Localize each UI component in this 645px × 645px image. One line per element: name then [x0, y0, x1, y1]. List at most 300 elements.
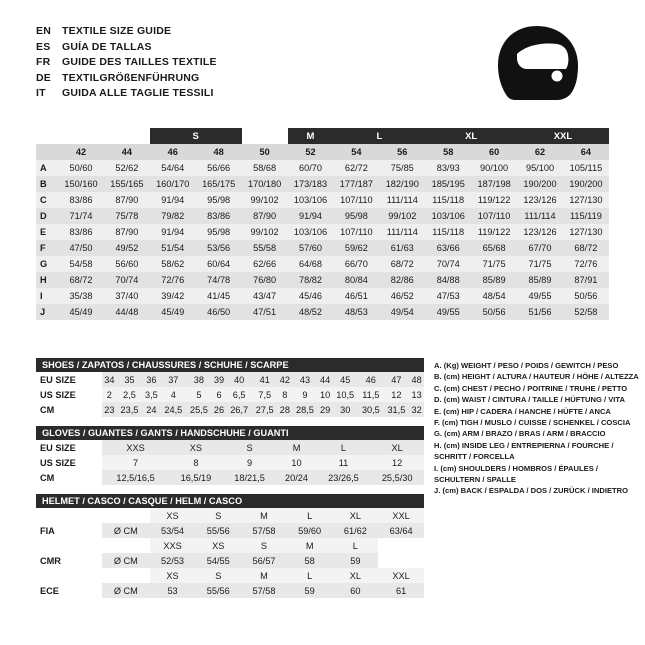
sub-cell: M: [276, 440, 316, 455]
measure-cell: 99/102: [379, 208, 425, 224]
measure-cell: 53/56: [196, 240, 242, 256]
measure-cell: 49/55: [425, 304, 471, 320]
sub-cell: 3,5: [142, 387, 160, 402]
size-group-label: L: [333, 128, 425, 144]
sub-cell: 38: [186, 372, 212, 387]
measure-cell: 90/100: [471, 160, 517, 176]
sub-cell: 48: [409, 372, 424, 387]
measure-cell: 160/170: [150, 176, 196, 192]
measure-cell: 155/165: [104, 176, 150, 192]
measure-cell: 41/45: [196, 288, 242, 304]
sub-cell: 13: [409, 387, 424, 402]
measure-cell: 68/72: [563, 240, 609, 256]
measure-cell: 47/51: [242, 304, 288, 320]
measure-cell: 44/48: [104, 304, 150, 320]
sub-cell: 36: [142, 372, 160, 387]
measure-row-label: D: [36, 208, 58, 224]
measure-cell: 66/70: [333, 256, 379, 272]
sub-cell: 25,5/30: [370, 470, 424, 485]
sub-cell: 42: [278, 372, 293, 387]
sub-cell: XS: [169, 440, 223, 455]
helmet-size-header-row: [36, 538, 424, 553]
measure-cell: 173/183: [288, 176, 334, 192]
measure-row-label: B: [36, 176, 58, 192]
legend-item: F. (cm) TIGH / MUSLO / CUISSE / SCHENKEL / COSCIA: [434, 418, 631, 428]
sub-cell: 12,5/16,5: [102, 470, 169, 485]
sub-cell: 7,5: [252, 387, 278, 402]
size-group-gap: [58, 128, 150, 144]
sub-cell: 37: [161, 372, 187, 387]
table-row: [36, 440, 424, 455]
measure-cell: 50/56: [563, 288, 609, 304]
helmet-size-label: M: [241, 568, 287, 583]
table-row: [36, 240, 609, 256]
legend-item: H. (cm) INSIDE LEG / ENTREPIERNA / FOURCHE /: [434, 440, 614, 450]
sub-cell: 28: [278, 402, 293, 417]
helmet-cell: 57/58: [241, 583, 287, 598]
measure-cell: 54/64: [150, 160, 196, 176]
measure-cell: 76/80: [242, 272, 288, 288]
helmet-size-label: XL: [333, 508, 379, 523]
measure-cell: 127/130: [563, 224, 609, 240]
measure-cell: 123/126: [517, 224, 563, 240]
measure-cell: 49/54: [379, 304, 425, 320]
measure-cell: 47/53: [425, 288, 471, 304]
measure-cell: 83/86: [196, 208, 242, 224]
spacer-cell: [36, 128, 58, 144]
helmet-unit-label: Ø CM: [102, 523, 150, 538]
measure-cell: 103/106: [288, 224, 334, 240]
measure-cell: 46/52: [379, 288, 425, 304]
measure-cell: 111/114: [517, 208, 563, 224]
measure-cell: 74/78: [196, 272, 242, 288]
helmet-cell: 58: [287, 553, 333, 568]
helmet-unit-label: Ø CM: [102, 583, 150, 598]
sub-cell: XXS: [102, 440, 169, 455]
measure-row-label: E: [36, 224, 58, 240]
measure-cell: 50/56: [471, 304, 517, 320]
measure-cell: 68/72: [58, 272, 104, 288]
measure-cell: 115/119: [563, 208, 609, 224]
sub-cell: 41: [252, 372, 278, 387]
measure-cell: 187/198: [471, 176, 517, 192]
header-line: [36, 24, 217, 40]
helmet-cell: 53/54: [150, 523, 196, 538]
lower-left-tables: [36, 358, 424, 607]
measure-cell: 83/93: [425, 160, 471, 176]
measure-cell: 65/68: [471, 240, 517, 256]
sub-cell: 39: [212, 372, 227, 387]
measure-cell: 48/53: [333, 304, 379, 320]
table-row: [36, 387, 424, 402]
measure-cell: 83/86: [58, 224, 104, 240]
sub-cell: 11: [317, 455, 371, 470]
measure-cell: 68/72: [379, 256, 425, 272]
size-number-cell: 56: [379, 144, 425, 160]
gloves-title: GLOVES / GUANTES / GANTS / HANDSCHUHE / GUANTI: [36, 426, 424, 440]
measure-row-label: F: [36, 240, 58, 256]
spacer-cell: [36, 568, 102, 583]
size-number-cell: 42: [58, 144, 104, 160]
measure-cell: 85/89: [471, 272, 517, 288]
helmet-cell: 53: [150, 583, 196, 598]
measure-cell: 52/62: [104, 160, 150, 176]
sub-cell: 35: [117, 372, 143, 387]
shoes-table: [36, 372, 424, 417]
sub-cell: 10: [318, 387, 333, 402]
helmet-size-label: XXS: [150, 538, 196, 553]
sub-row-label: EU SIZE: [40, 442, 76, 453]
helmet-cell: 55/56: [195, 523, 241, 538]
measure-cell: 63/66: [425, 240, 471, 256]
sub-cell: 10: [276, 455, 316, 470]
table-row: [36, 224, 609, 240]
measure-cell: 72/76: [150, 272, 196, 288]
helmet-standard-label: CMR: [40, 555, 61, 566]
helmet-size-label: L: [287, 568, 333, 583]
helmet-cell: 59: [287, 583, 333, 598]
helmet-table: [36, 508, 424, 598]
helmet-cell: 59/60: [287, 523, 333, 538]
measure-cell: 43/47: [242, 288, 288, 304]
measure-cell: 80/84: [333, 272, 379, 288]
helmet-cell: 55/56: [195, 583, 241, 598]
sub-cell: 11,5: [358, 387, 384, 402]
helmet-size-label: XL: [333, 568, 379, 583]
measure-cell: 70/74: [104, 272, 150, 288]
measure-cell: 83/86: [58, 192, 104, 208]
legend-item: G. (cm) ARM / BRAZO / BRAS / ARM / BRACCIO: [434, 429, 606, 439]
size-number-cell: 50: [242, 144, 288, 160]
sub-cell: L: [317, 440, 371, 455]
measure-row-label: G: [36, 256, 58, 272]
helmet-standard-row: [36, 553, 424, 568]
sub-row-label: CM: [40, 472, 55, 483]
measure-cell: 37/40: [104, 288, 150, 304]
measure-cell: 170/180: [242, 176, 288, 192]
table-row: [36, 288, 609, 304]
measure-cell: 60/70: [288, 160, 334, 176]
measure-cell: 91/94: [288, 208, 334, 224]
sub-cell: 4: [161, 387, 187, 402]
sub-cell: 45: [332, 372, 358, 387]
measure-cell: 59/62: [333, 240, 379, 256]
header-line-text: TEXTILGRÖßENFÜHRUNG: [62, 71, 200, 84]
spacer-cell: [102, 568, 150, 583]
sub-cell: 6: [212, 387, 227, 402]
sub-row-label: CM: [40, 404, 55, 415]
shoes-title: SHOES / ZAPATOS / CHAUSSURES / SCHUHE / SCARPE: [36, 358, 424, 372]
sub-cell: 7: [102, 455, 169, 470]
measure-cell: 57/60: [288, 240, 334, 256]
helmet-size-label: M: [241, 508, 287, 523]
measure-cell: 62/72: [333, 160, 379, 176]
measure-row-label: A: [36, 160, 58, 176]
measure-cell: 75/85: [379, 160, 425, 176]
measure-row-label: H: [36, 272, 58, 288]
helmet-block: [36, 494, 424, 598]
helmet-cell: 56/57: [241, 553, 287, 568]
measure-cell: 87/90: [104, 224, 150, 240]
size-number-cell: 46: [150, 144, 196, 160]
measure-cell: 111/114: [379, 224, 425, 240]
measure-cell: 52/58: [563, 304, 609, 320]
size-number-cell: 58: [425, 144, 471, 160]
measure-cell: 50/60: [58, 160, 104, 176]
measure-cell: 190/200: [563, 176, 609, 192]
size-group-label: M: [288, 128, 334, 144]
measure-cell: 55/58: [242, 240, 288, 256]
measure-cell: 95/98: [196, 192, 242, 208]
measure-cell: 72/76: [563, 256, 609, 272]
header-lang-code: IT: [36, 87, 46, 99]
measure-cell: 91/94: [150, 192, 196, 208]
sub-cell: 23/26,5: [317, 470, 371, 485]
measure-cell: 47/50: [58, 240, 104, 256]
header-line-text: GUIDE DES TAILLES TEXTILE: [62, 56, 217, 68]
measure-cell: 49/52: [104, 240, 150, 256]
helmet-standard-row: [36, 583, 424, 598]
size-number-cell: 52: [288, 144, 334, 160]
measure-cell: 115/118: [425, 192, 471, 208]
measure-cell: 61/63: [379, 240, 425, 256]
measure-cell: 107/110: [333, 224, 379, 240]
measure-cell: 48/54: [471, 288, 517, 304]
spacer-cell: [36, 508, 102, 523]
measure-cell: 71/74: [58, 208, 104, 224]
measure-cell: 45/49: [150, 304, 196, 320]
helmet-standard-label: FIA: [40, 525, 55, 536]
sub-cell: 31,5: [384, 402, 410, 417]
measure-cell: 177/187: [333, 176, 379, 192]
sub-cell: 8: [278, 387, 293, 402]
helmet-size-header-row: [36, 508, 424, 523]
table-row: [36, 372, 424, 387]
sub-cell: 44: [318, 372, 333, 387]
sub-cell: 18/21,5: [223, 470, 277, 485]
table-row: [36, 256, 609, 272]
header-line-text: TEXTILE SIZE GUIDE: [62, 25, 172, 37]
measure-cell: 99/102: [242, 224, 288, 240]
measure-cell: 45/49: [58, 304, 104, 320]
measure-cell: 107/110: [471, 208, 517, 224]
helmet-cell: 63/64: [378, 523, 424, 538]
helmet-cell: 54/55: [195, 553, 241, 568]
measurement-legend: [434, 360, 645, 497]
helmet-cell: 61/62: [333, 523, 379, 538]
helmet-size-label: M: [287, 538, 333, 553]
helmet-cell: 59: [333, 553, 379, 568]
table-row: [36, 208, 609, 224]
header-line: [36, 71, 217, 87]
sub-cell: 30,5: [358, 402, 384, 417]
helmet-cell: 60: [333, 583, 379, 598]
measure-cell: 60/64: [196, 256, 242, 272]
measure-cell: 71/75: [517, 256, 563, 272]
header-lang-code: FR: [36, 56, 51, 68]
size-group-label: S: [150, 128, 242, 144]
measure-cell: 56/66: [196, 160, 242, 176]
sub-cell: 16,5/19: [169, 470, 223, 485]
measure-cell: 71/75: [471, 256, 517, 272]
sub-cell: 10,5: [332, 387, 358, 402]
header-title-block: [36, 24, 217, 102]
measure-cell: 105/115: [563, 160, 609, 176]
sub-cell: 8: [169, 455, 223, 470]
sub-cell: 2,5: [117, 387, 143, 402]
table-row: [36, 470, 424, 485]
sub-cell: 34: [102, 372, 117, 387]
measure-cell: 165/175: [196, 176, 242, 192]
legend-item: A. (Kg) WEIGHT / PESO / POIDS / GEWITCH / PESO: [434, 361, 619, 370]
measure-cell: 82/86: [379, 272, 425, 288]
spacer-cell: [36, 144, 58, 160]
helmet-size-label: L: [333, 538, 379, 553]
header-line: [36, 55, 217, 71]
table-row: [36, 160, 609, 176]
measure-cell: 79/82: [150, 208, 196, 224]
gloves-block: [36, 426, 424, 485]
sub-cell: 9: [223, 455, 277, 470]
sub-cell: 27,5: [252, 402, 278, 417]
sub-cell: 47: [384, 372, 410, 387]
measure-cell: 46/50: [196, 304, 242, 320]
legend-item: C. (cm) CHEST / PECHO / POITRINE / TRUHE / PETTO: [434, 383, 628, 393]
sub-row-label: EU SIZE: [40, 374, 76, 385]
helmet-size-label: XXL: [378, 568, 424, 583]
measure-cell: 70/74: [425, 256, 471, 272]
measure-cell: 99/102: [242, 192, 288, 208]
sub-cell: 23,5: [117, 402, 143, 417]
table-row: [36, 192, 609, 208]
measure-cell: 103/106: [288, 192, 334, 208]
header-line: [36, 86, 217, 102]
sub-cell: 30: [332, 402, 358, 417]
measure-cell: 62/66: [242, 256, 288, 272]
helmet-size-label: S: [241, 538, 287, 553]
spacer-cell: [36, 538, 102, 553]
sub-cell: 46: [358, 372, 384, 387]
measure-cell: 119/122: [471, 224, 517, 240]
helmet-size-label: S: [195, 568, 241, 583]
measure-cell: 84/88: [425, 272, 471, 288]
measure-cell: 91/94: [150, 224, 196, 240]
measure-cell: 51/56: [517, 304, 563, 320]
measure-cell: 35/38: [58, 288, 104, 304]
header-lang-code: DE: [36, 71, 51, 84]
spacer-cell: [102, 538, 150, 553]
textile-size-table: [36, 128, 609, 320]
spacer-cell: [102, 508, 150, 523]
helmet-size-label: XS: [150, 508, 196, 523]
size-number-cell: 48: [196, 144, 242, 160]
measure-cell: 54/58: [58, 256, 104, 272]
sub-cell: 32: [409, 402, 424, 417]
measure-cell: 185/195: [425, 176, 471, 192]
measure-cell: 182/190: [379, 176, 425, 192]
measure-cell: 58/68: [242, 160, 288, 176]
sub-cell: 12: [370, 455, 424, 470]
legend-item: D. (cm) WAIST / CINTURA / TAILLE / HÜFTUNG / VITA: [434, 395, 625, 405]
sub-cell: 28,5: [292, 402, 318, 417]
measure-cell: 75/78: [104, 208, 150, 224]
table-row: [36, 304, 609, 320]
header-lang-code: EN: [36, 25, 51, 37]
helmet-standard-label: ECE: [40, 585, 59, 596]
size-group-label: XL: [425, 128, 517, 144]
helmet-size-label: S: [195, 508, 241, 523]
measure-cell: 87/90: [242, 208, 288, 224]
legend-item: SCHULTERN / SPALLE: [434, 475, 516, 485]
measure-row-label: C: [36, 192, 58, 208]
measure-cell: 87/90: [104, 192, 150, 208]
measure-cell: 115/118: [425, 224, 471, 240]
size-group-header-row: [36, 128, 609, 144]
measure-cell: 95/100: [517, 160, 563, 176]
measure-cell: 119/122: [471, 192, 517, 208]
legend-item: SCHRITT / FORCELLA: [434, 452, 515, 462]
helmet-size-label: XXL: [378, 508, 424, 523]
size-number-cell: 62: [517, 144, 563, 160]
measure-cell: 123/126: [517, 192, 563, 208]
measure-cell: 103/106: [425, 208, 471, 224]
measure-cell: 39/42: [150, 288, 196, 304]
measure-row-label: J: [36, 304, 58, 320]
helmet-size-label: XS: [195, 538, 241, 553]
size-number-cell: 44: [104, 144, 150, 160]
sub-cell: 23: [102, 402, 117, 417]
gloves-table: [36, 440, 424, 485]
measure-cell: 127/130: [563, 192, 609, 208]
measure-cell: 58/62: [150, 256, 196, 272]
sub-cell: 24,5: [161, 402, 187, 417]
legend-item: I. (cm) SHOULDERS / HOMBROS / ÉPAULES /: [434, 463, 598, 473]
size-group-gap: [242, 128, 288, 144]
sub-cell: 24: [142, 402, 160, 417]
size-number-cell: 54: [333, 144, 379, 160]
measure-cell: 48/52: [288, 304, 334, 320]
legend-item: B. (cm) HEIGHT / ALTURA / HAUTEUR / HÖHE / ALTEZZA: [434, 372, 639, 382]
helmet-cell: 61: [378, 583, 424, 598]
table-row: [36, 272, 609, 288]
helmet-size-label: L: [287, 508, 333, 523]
size-group-label: XXL: [517, 128, 609, 144]
helmet-cell: 57/58: [241, 523, 287, 538]
measure-cell: 64/68: [288, 256, 334, 272]
helmet-title: HELMET / CASCO / CASQUE / HELM / CASCO: [36, 494, 424, 508]
size-number-cell: 64: [563, 144, 609, 160]
size-number-cell: 60: [471, 144, 517, 160]
header-line: [36, 40, 217, 56]
measure-cell: 49/55: [517, 288, 563, 304]
sub-cell: 25,5: [186, 402, 212, 417]
helmet-size-header-row: [36, 568, 424, 583]
measure-cell: 46/51: [333, 288, 379, 304]
measure-cell: 45/46: [288, 288, 334, 304]
sub-cell: 43: [292, 372, 318, 387]
helmet-cell: 52/53: [150, 553, 196, 568]
size-number-row: [36, 144, 609, 160]
measure-cell: 87/91: [563, 272, 609, 288]
helmet-size-label: XS: [150, 568, 196, 583]
sub-cell: 9: [292, 387, 318, 402]
table-row: [36, 176, 609, 192]
sub-cell: 20/24: [276, 470, 316, 485]
measure-cell: 51/54: [150, 240, 196, 256]
measure-cell: 190/200: [517, 176, 563, 192]
sub-cell: XL: [370, 440, 424, 455]
sub-cell: 26: [212, 402, 227, 417]
